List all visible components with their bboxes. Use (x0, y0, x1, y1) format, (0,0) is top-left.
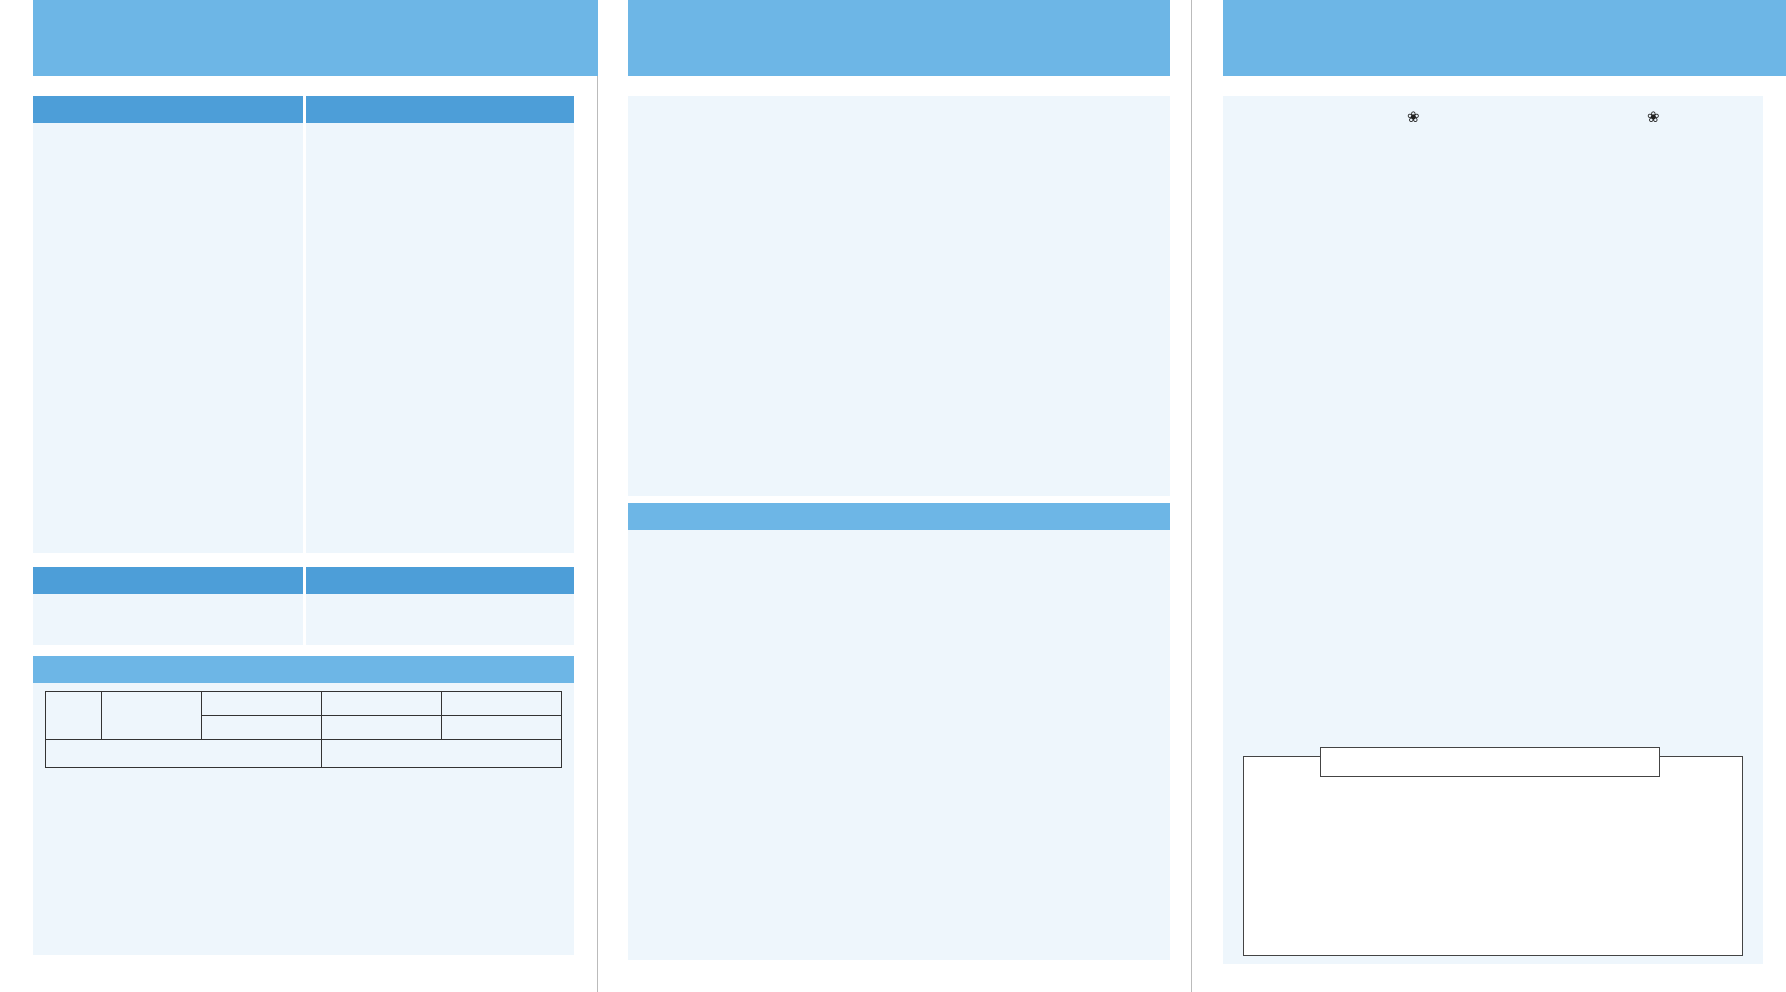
sunday-evening-section (33, 96, 303, 123)
staff-box (1243, 756, 1743, 956)
letter-box (1223, 96, 1763, 964)
cell (102, 692, 202, 740)
cell (322, 692, 442, 716)
cell (202, 716, 322, 740)
section-bar (33, 656, 574, 683)
cell (442, 692, 562, 716)
program-box (33, 594, 303, 645)
district-box (628, 530, 1170, 960)
offering-box (628, 96, 1170, 496)
cell (322, 716, 442, 740)
program-box (306, 594, 574, 645)
cell (442, 716, 562, 740)
panel-header (33, 0, 598, 76)
week-header (46, 740, 322, 768)
week-header (322, 740, 562, 768)
panel-header (628, 0, 1170, 76)
panel-offerings (628, 0, 1170, 992)
next-week-prayer-label (46, 692, 102, 740)
staff-title (1320, 747, 1660, 777)
dawn-prayer-section (33, 567, 303, 594)
program-box (306, 123, 574, 553)
program-box (33, 123, 303, 553)
flower-icon: ❀ (1647, 108, 1660, 126)
section-bar (306, 96, 574, 123)
section-bar (628, 503, 1170, 530)
section-bar (306, 567, 574, 594)
service-table (45, 691, 562, 768)
wednesday-section (306, 96, 574, 123)
flower-icon: ❀ (1407, 108, 1420, 126)
service-committee-section (33, 656, 574, 683)
letter-header (1235, 106, 1751, 136)
panel-header (1223, 0, 1786, 76)
cell (202, 692, 322, 716)
service-box (33, 683, 574, 955)
panel-worship (33, 0, 598, 992)
section-bar (33, 567, 303, 594)
panel-mission-letter (1223, 0, 1786, 992)
friday-prayer-section (306, 567, 574, 594)
section-bar (33, 96, 303, 123)
